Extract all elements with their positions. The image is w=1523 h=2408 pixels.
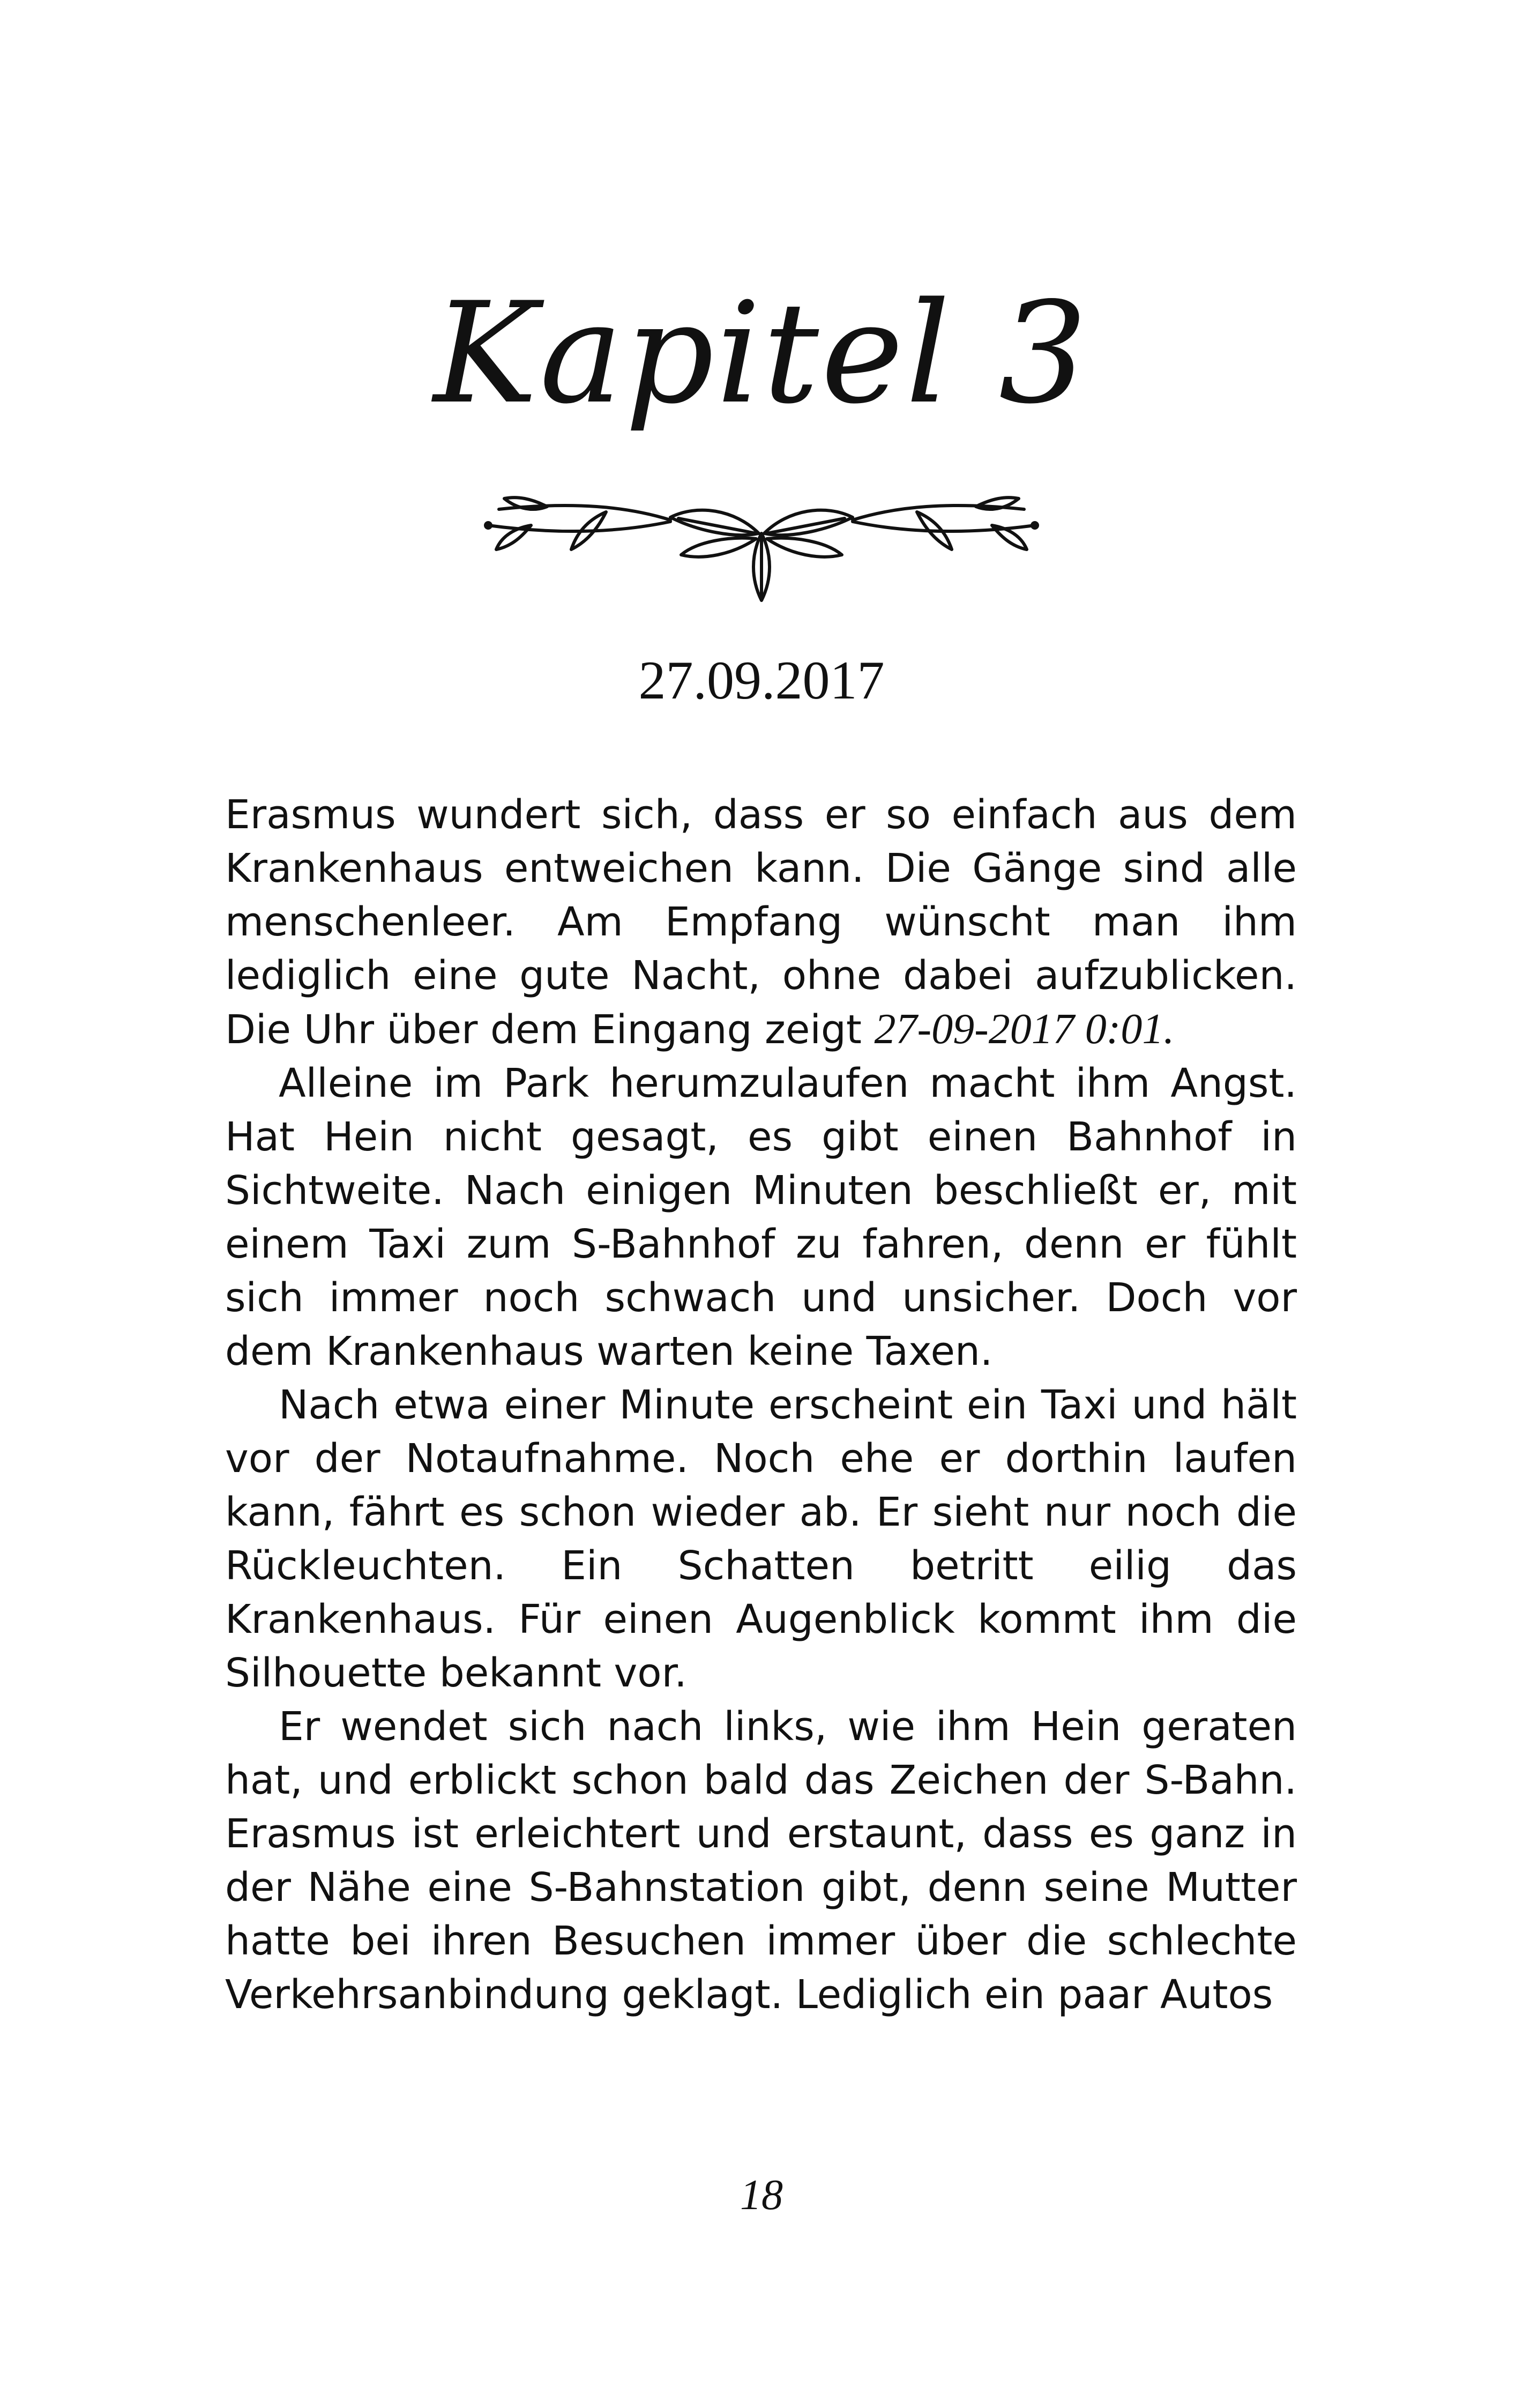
paragraph-3: Nach etwa einer Minute erscheint ein Taxi und hält vor der Notaufnahme. Noch ehe er dorthin laufen kann, fährt es schon wieder ab. Er sieht nur noch die Rückleuchten. Ein Schatten betritt eilig das Krankenhaus. Für einen Augenblick kommt ihm die Silhouette bekannt vor. [225,1382,1297,1696]
floral-divider-icon [467,480,1056,608]
clock-time: 27-09-2017 0:01. [874,1006,1175,1053]
page-number: 18 [740,2172,783,2219]
chapter-date: 27.09.2017 [638,650,885,711]
chapter-title: Kapitel 3 [433,273,1090,435]
paragraph-1-text: Erasmus wundert sich, dass er so einfach aus dem Krankenhaus entweichen kann. Die Gänge sind alle menschenleer. Am Empfang wünscht man ihm lediglich eine gute Nacht, ohne dabei aufzublicken. Die Uhr über dem Eingang zeigt [225,792,1297,1053]
paragraph-4: Er wendet sich nach links, wie ihm Hein geraten hat, und erblickt schon bald das Zeichen der S-Bahn. Erasmus ist erleichtert und erstaunt, dass es ganz in der Nähe eine S-Bahnstation gibt, denn seine Mutter hatte bei ihren Besuchen immer über die schlechte Verkehrsanbindung geklagt. Lediglich ein paar Autos [225,1704,1297,2018]
body-text [225,788,1297,2021]
paragraph-2: Alleine im Park herumzulaufen macht ihm Angst. Hat Hein nicht gesagt, es gibt einen Bahnhof in Sichtweite. Nach einigen Minuten beschließt er, mit einem Taxi zum S-Bahnhof zu fahren, denn er fühlt sich immer noch schwach und unsicher. Doch vor dem Krankenhaus warten keine Taxen. [225,1060,1297,1374]
paragraph-1 [225,788,1297,1057]
